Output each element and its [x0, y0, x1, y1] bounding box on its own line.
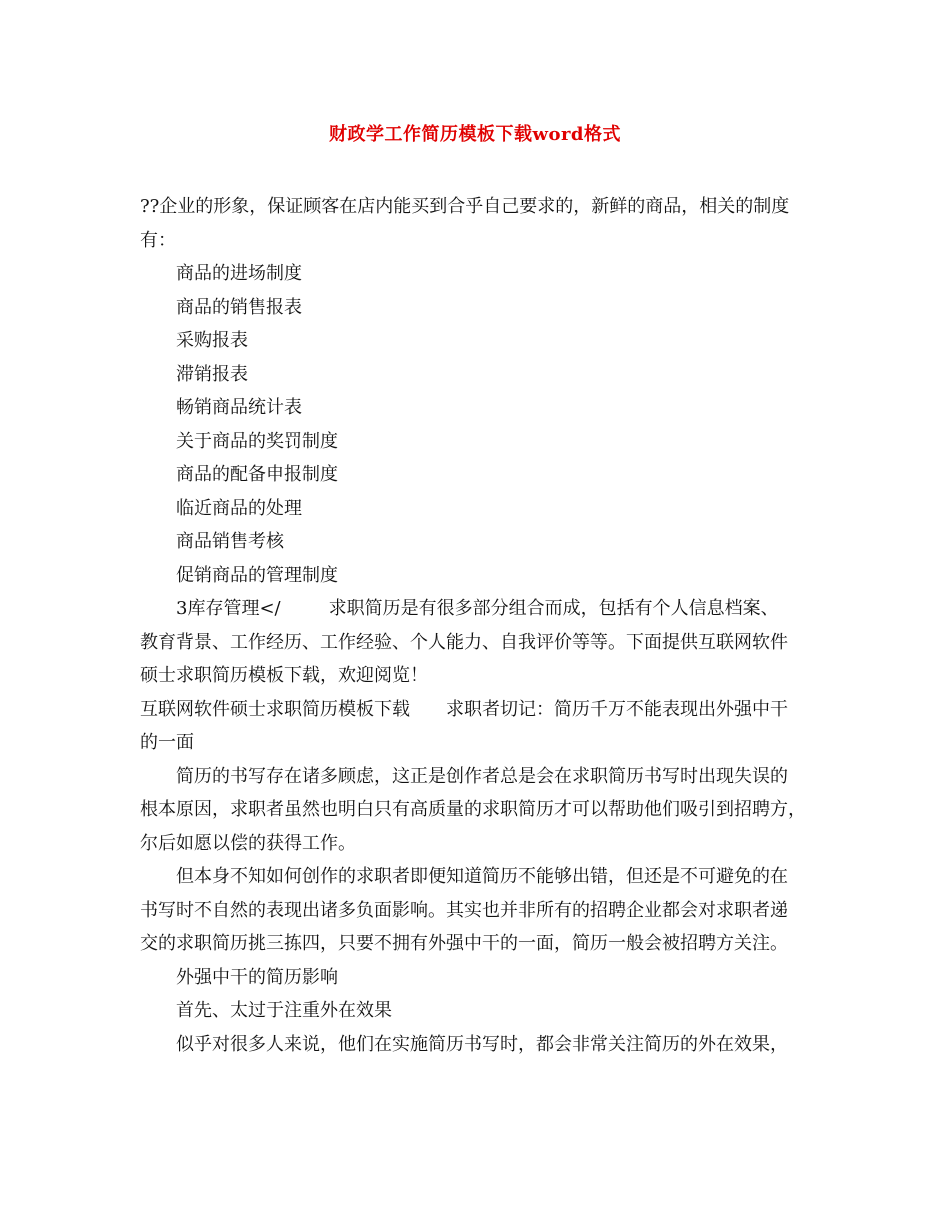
list-item: 关于商品的奖罚制度	[176, 430, 338, 452]
paragraph-1-line-3: 硕士求职简历模板下载，欢迎阅览！	[140, 665, 428, 686]
list-item: 商品的配备申报制度	[176, 464, 338, 485]
document-title: 财政学工作简历模板下载word格式	[328, 124, 622, 145]
paragraph-2-line-2: 的一面	[140, 732, 194, 753]
paragraph-4-line-2: 书写时不自然的表现出诸多负面影响。其实也并非所有的招聘企业都会对求职者递	[140, 899, 788, 921]
paragraph-4-line-1: 但本身不知如何创作的求职者即便知道简历不能够出错，但还是不可避免的在	[176, 866, 788, 887]
list-item: 商品的进场制度	[176, 263, 302, 284]
paragraph-1-text: 求职简历是有很多部分组合而成，包括有个人信息档案、	[328, 598, 779, 619]
paragraph-1-line-2: 教育背景、工作经历、工作经验、个人能力、自我评价等等。下面提供互联网软件	[140, 631, 788, 653]
inventory-heading-fragment: 3库存管理</	[176, 598, 281, 619]
list-item: 商品销售考核	[176, 531, 284, 552]
paragraph-5-line-1: 似乎对很多人来说，他们在实施简历书写时，都会非常关注简历的外在效果，	[176, 1033, 788, 1055]
document-body	[140, 190, 815, 1061]
paragraph-2-line-1	[140, 693, 815, 727]
list-item: 促销商品的管理制度	[176, 564, 338, 586]
list-item: 采购报表	[176, 330, 248, 351]
paragraph-3-line-3: 尔后如愿以偿的获得工作。	[140, 832, 356, 854]
intro-line-1: ??企业的形象，保证顾客在店内能买到合乎自己要求的，新鲜的商品，相关的制度	[140, 196, 790, 217]
paragraph-3-line-1: 简历的书写存在诸多顾虑，这正是创作者总是会在求职简历书写时出现失误的	[176, 765, 788, 787]
paragraph-2-heading: 互联网软件硕士求职简历模板下载	[140, 698, 410, 720]
list-item: 临近商品的处理	[176, 497, 302, 519]
list-item: 畅销商品统计表	[176, 397, 302, 418]
paragraph-4-line-3: 交的求职简历挑三拣四，只要不拥有外强中干的一面，简历一般会被招聘方关注。	[140, 933, 788, 954]
section-heading: 外强中干的简历影响	[176, 966, 338, 988]
paragraph-1-line-1	[140, 592, 815, 626]
paragraph-3-line-2: 根本原因，求职者虽然也明白只有高质量的求职简历才可以帮助他们吸引到招聘方，	[140, 799, 806, 820]
list-item: 滞销报表	[176, 363, 248, 385]
intro-line-2: 有：	[140, 229, 176, 251]
list-item: 商品的销售报表	[176, 296, 302, 318]
subsection-heading: 首先、太过于注重外在效果	[176, 1000, 392, 1021]
paragraph-2-text: 求职者切记：简历千万不能表现出外强中干	[446, 698, 788, 720]
